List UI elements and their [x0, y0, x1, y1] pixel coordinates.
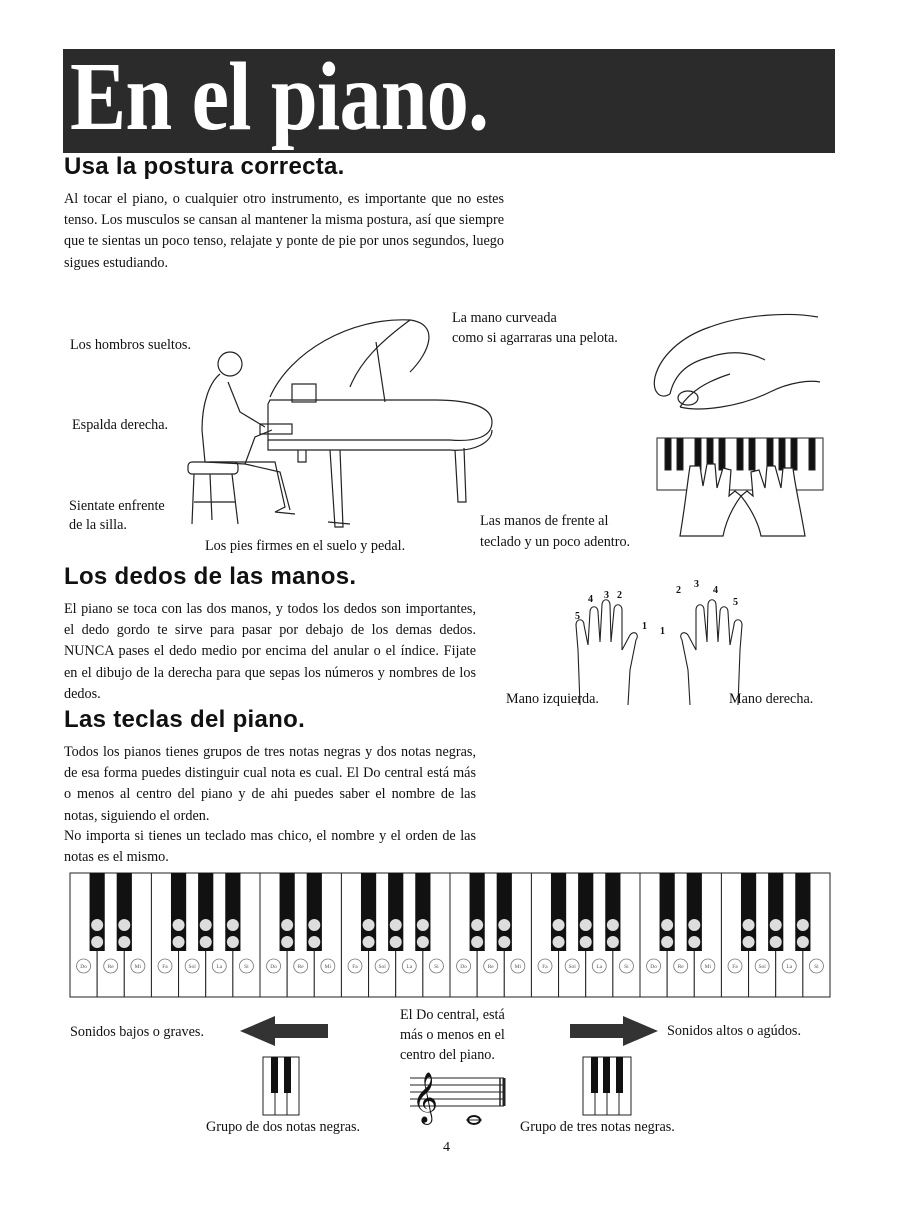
- black-key-note-circle: [743, 936, 755, 948]
- page-title: En el piano.: [70, 43, 489, 151]
- white-key-note-name: Mi: [134, 964, 142, 970]
- black-key-note-circle: [308, 936, 320, 948]
- pianist-illustration: [180, 312, 500, 537]
- black-key-note-circle: [227, 936, 239, 948]
- center-c-label-3: centro del piano.: [400, 1047, 495, 1063]
- label-espalda: Espalda derecha.: [72, 417, 169, 433]
- finger-number-left-5: 5: [575, 611, 580, 622]
- teclas-heading: Las teclas del piano.: [64, 706, 306, 733]
- center-c-label-2: más o menos en el: [400, 1027, 505, 1043]
- label-sientate-2: de la silla.: [69, 517, 127, 533]
- page-number: 4: [443, 1140, 450, 1155]
- finger-number-left-4: 4: [588, 594, 593, 605]
- black-key-note-circle: [797, 919, 809, 931]
- black-key-note-circle: [118, 936, 130, 948]
- white-key-note-name: Fa: [162, 964, 168, 970]
- finger-number-right-1: 1: [660, 626, 665, 637]
- white-key-note-name: La: [216, 964, 223, 970]
- middle-c-staff: [410, 1064, 510, 1134]
- white-key-note-name: Sol: [568, 964, 576, 970]
- postura-heading: Usa la postura correcta.: [64, 153, 345, 180]
- low-sounds-label: Sonidos bajos o graves.: [70, 1024, 204, 1040]
- white-key-note-name: Do: [80, 964, 87, 970]
- left-arrow: [240, 1016, 330, 1046]
- white-key-note-name: Do: [650, 964, 657, 970]
- center-c-label-1: El Do central, está: [400, 1007, 505, 1023]
- black-key-note-circle: [743, 919, 755, 931]
- three-black-keys-diagram: [582, 1056, 636, 1116]
- dedos-heading: Los dedos de las manos.: [64, 563, 357, 590]
- black-key-note-circle: [200, 919, 212, 931]
- black-key-note-circle: [91, 919, 103, 931]
- black-key-note-circle: [363, 936, 375, 948]
- finger-number-right-2: 2: [676, 585, 681, 596]
- black-key-note-circle: [797, 936, 809, 948]
- black-key-note-circle: [498, 919, 510, 931]
- black-key-note-circle: [553, 936, 565, 948]
- black-key-note-circle: [770, 936, 782, 948]
- black-key-note-circle: [91, 936, 103, 948]
- finger-number-right-5: 5: [733, 597, 738, 608]
- black-key-note-circle: [661, 936, 673, 948]
- black-key-note-circle: [281, 936, 293, 948]
- white-key-note-name: Si: [624, 964, 629, 970]
- white-key-note-name: Do: [460, 964, 467, 970]
- white-key-note-name: Fa: [542, 964, 548, 970]
- black-key-note-circle: [580, 919, 592, 931]
- left-hand-label: Mano izquierda.: [506, 691, 599, 707]
- white-key-note-name: Si: [244, 964, 249, 970]
- finger-number-left-2: 2: [617, 590, 622, 601]
- two-black-keys-diagram: [262, 1056, 302, 1116]
- three-group-label: Grupo de tres notas negras.: [520, 1119, 675, 1135]
- two-group-label: Grupo de dos notas negras.: [206, 1119, 361, 1135]
- finger-number-left-1: 1: [642, 621, 647, 632]
- black-key-note-circle: [200, 936, 212, 948]
- black-key-note-circle: [173, 919, 185, 931]
- white-key-note-name: Si: [434, 964, 439, 970]
- right-arrow: [570, 1016, 660, 1046]
- label-sientate-1: Sientate enfrente: [69, 498, 165, 514]
- black-key-note-circle: [281, 919, 293, 931]
- piano-keyboard: [70, 873, 830, 997]
- white-key-note-name: La: [786, 964, 793, 970]
- label-hombros: Los hombros sueltos.: [70, 337, 191, 353]
- white-key-note-name: Re: [487, 964, 494, 970]
- white-key-note-name: Re: [297, 964, 304, 970]
- white-key-note-name: Mi: [514, 964, 522, 970]
- white-key-note-name: Si: [814, 964, 819, 970]
- black-key-note-circle: [390, 919, 402, 931]
- right-hand-label: Mano derecha.: [729, 691, 814, 707]
- label-manos-frente-1: Las manos de frente al: [480, 513, 609, 529]
- white-key-note-name: Sol: [758, 964, 766, 970]
- label-manos-frente-2: teclado y un poco adentro.: [480, 534, 631, 550]
- black-key-note-circle: [471, 919, 483, 931]
- white-key-note-name: Mi: [324, 964, 332, 970]
- teclas-paragraph-1: Todos los pianos tienes grupos de tres notas negras y dos notas negras, de esa forma puedes distinguir cual nota es cual. El Do central está más o menos al centro del piano y de ahi puedes saber el nombre de las notas, siguiendo el orden.: [64, 744, 476, 824]
- black-key-note-circle: [661, 919, 673, 931]
- hands-on-keyboard-illustration: [655, 436, 825, 536]
- svg-text:𝄞: 𝄞: [412, 1072, 439, 1123]
- black-key-note-circle: [498, 936, 510, 948]
- label-mano-curva-2: como si agarraras una pelota.: [452, 330, 618, 346]
- finger-number-right-3: 3: [694, 579, 699, 590]
- black-key-note-circle: [118, 919, 130, 931]
- high-sounds-label: Sonidos altos o agúdos.: [667, 1023, 801, 1039]
- black-key-note-circle: [308, 919, 320, 931]
- white-key-note-name: Fa: [352, 964, 358, 970]
- label-pies: Los pies firmes en el suelo y pedal.: [205, 538, 406, 554]
- white-key-note-name: Sol: [378, 964, 386, 970]
- black-key-note-circle: [417, 936, 429, 948]
- white-key-note-name: Do: [270, 964, 277, 970]
- white-key-note-name: La: [406, 964, 413, 970]
- white-key-note-name: Re: [677, 964, 684, 970]
- black-key-note-circle: [227, 919, 239, 931]
- finger-number-right-4: 4: [713, 585, 718, 596]
- dedos-paragraph: El piano se toca con las dos manos, y todos los dedos son importantes, el dedo gordo te sirve para pasar por debajo de los demas dedos. NUNCA pases el dedo medio por encima del anular o el índice. Fijate en el dibujo de la derecha para que sepas los números y nombres de los dedos.: [64, 601, 476, 702]
- white-key-note-name: Re: [107, 964, 114, 970]
- black-key-note-circle: [688, 936, 700, 948]
- black-key-note-circle: [607, 936, 619, 948]
- white-key-note-name: Sol: [188, 964, 196, 970]
- white-key-note-name: La: [596, 964, 603, 970]
- black-key-note-circle: [390, 936, 402, 948]
- finger-number-left-3: 3: [604, 590, 609, 601]
- black-key-note-circle: [688, 919, 700, 931]
- black-key-note-circle: [471, 936, 483, 948]
- postura-paragraph: Al tocar el piano, o cualquier otro instrumento, es importante que no estes tenso. Los musculos se cansan al mantener la misma postura, así que siempre que te sientas un poco tenso, relajate y ponte de pie por unos segundos, luego sigues estudiando.: [64, 191, 504, 271]
- label-mano-curva-1: La mano curveada: [452, 310, 557, 326]
- white-key-note-name: Fa: [732, 964, 738, 970]
- black-key-note-circle: [607, 919, 619, 931]
- black-key-note-circle: [553, 919, 565, 931]
- black-key-note-circle: [770, 919, 782, 931]
- teclas-paragraph-2: No importa si tienes un teclado mas chico, el nombre y el orden de las notas es el mismo.: [64, 828, 476, 866]
- curved-hand-illustration: [650, 312, 820, 412]
- white-key-note-name: Mi: [704, 964, 712, 970]
- black-key-note-circle: [173, 936, 185, 948]
- black-key-note-circle: [417, 919, 429, 931]
- black-key-note-circle: [363, 919, 375, 931]
- black-key-note-circle: [580, 936, 592, 948]
